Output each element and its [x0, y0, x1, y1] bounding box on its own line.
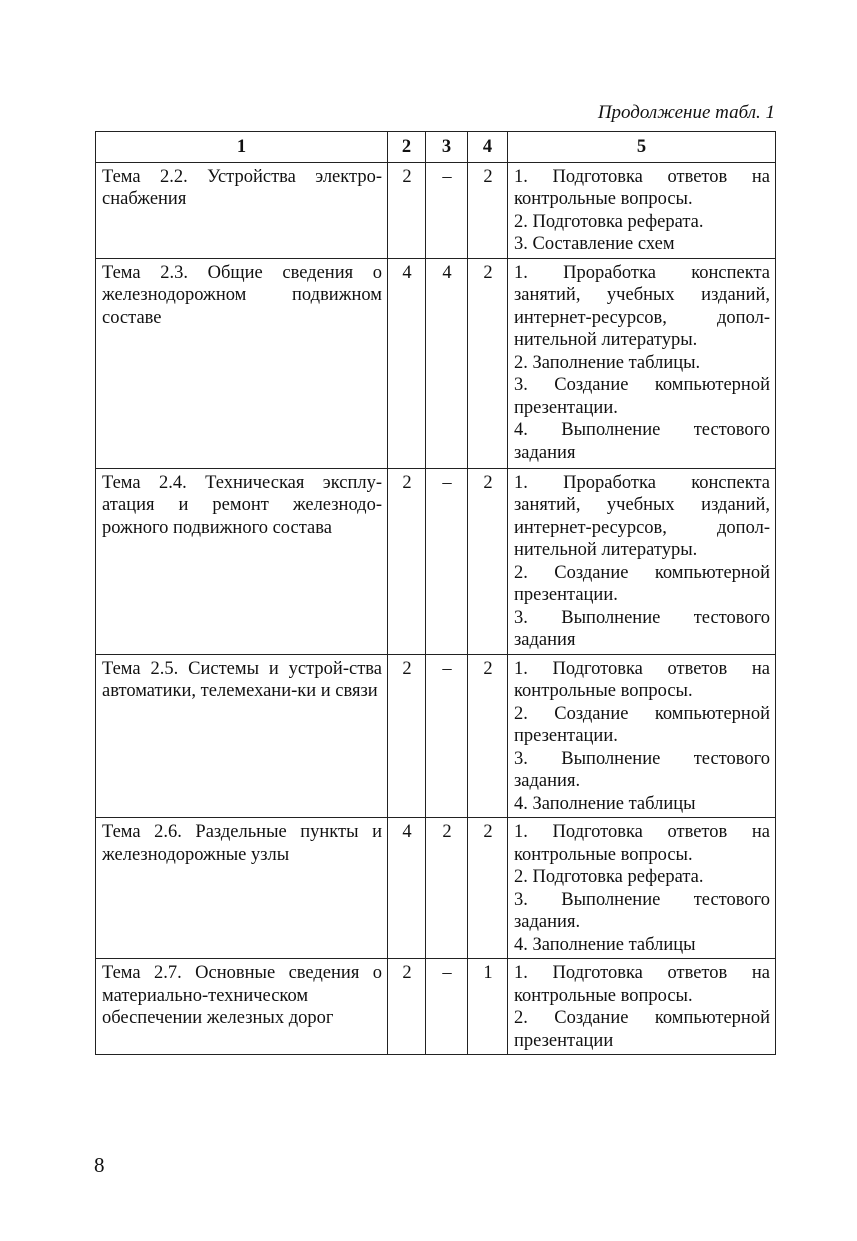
topic-cell: Тема 2.6. Раздельные пункты и железнодорожные узлы: [96, 818, 388, 959]
table-row: [96, 654, 776, 818]
topic-cell: Тема 2.5. Системы и устрой-ства автоматики, телемехани-ки и связи: [96, 654, 388, 818]
task-item: 1. Подготовка ответов на контрольные вопросы.: [514, 166, 770, 209]
table-row: [96, 258, 776, 468]
tasks-cell: [508, 162, 776, 258]
col3-cell: 2: [426, 818, 468, 959]
header-cell-1: 1: [96, 132, 388, 163]
table-row: [96, 468, 776, 654]
header-cell-4: 4: [468, 132, 508, 163]
task-item: 1. Подготовка ответов на контрольные вопросы.: [514, 963, 770, 1006]
header-cell-5: 5: [508, 132, 776, 163]
col4-cell: 2: [468, 468, 508, 654]
col3-cell: 4: [426, 258, 468, 468]
table-row: [96, 818, 776, 959]
tasks-cell: [508, 258, 776, 468]
page-number: 8: [94, 1153, 105, 1177]
topics-table: [95, 131, 776, 1055]
col2-cell: 4: [388, 258, 426, 468]
task-item: 4. Заполнение таблицы: [514, 793, 696, 814]
topic-cell: Тема 2.3. Общие сведения о железнодорожном подвижном составе: [96, 258, 388, 468]
col2-cell: 2: [388, 959, 426, 1055]
table-caption: Продолжение табл. 1: [597, 102, 775, 123]
task-item: 1. Проработка конспекта занятий, учебных изданий, интернет-ресурсов, допол-нительной литературы.: [514, 262, 770, 350]
col2-cell: 2: [388, 162, 426, 258]
table-row: [96, 959, 776, 1055]
col4-cell: 1: [468, 959, 508, 1055]
task-item: 1. Подготовка ответов на контрольные вопросы.: [514, 658, 770, 701]
col3-cell: –: [426, 162, 468, 258]
task-item: 3. Выполнение тестового задания: [514, 607, 770, 650]
tasks-cell: [508, 959, 776, 1055]
task-item: 3. Выполнение тестового задания.: [514, 748, 770, 791]
tasks-cell: [508, 654, 776, 818]
col3-cell: –: [426, 959, 468, 1055]
task-item: 2. Создание компьютерной презентации.: [514, 703, 770, 746]
col4-cell: 2: [468, 818, 508, 959]
col4-cell: 2: [468, 258, 508, 468]
task-item: 1. Проработка конспекта занятий, учебных изданий, интернет-ресурсов, допол-нительной литературы.: [514, 472, 770, 560]
tasks-cell: [508, 818, 776, 959]
table-row: [96, 162, 776, 258]
topic-cell: Тема 2.2. Устройства электро-снабжения: [96, 162, 388, 258]
col3-cell: –: [426, 468, 468, 654]
task-item: 2. Заполнение таблицы.: [514, 352, 701, 373]
task-item: 4. Заполнение таблицы: [514, 934, 696, 955]
task-item: 3. Выполнение тестового задания.: [514, 889, 770, 932]
task-item: 3. Создание компьютерной презентации.: [514, 375, 770, 418]
task-item: 2. Подготовка реферата.: [514, 211, 704, 232]
task-item: 3. Составление схем: [514, 234, 675, 254]
topic-cell: Тема 2.4. Техническая эксплу-атация и ремонт железнодо-рожного подвижного состава: [96, 468, 388, 654]
task-item: 2. Подготовка реферата.: [514, 867, 704, 887]
task-item: 2. Создание компьютерной презентации.: [514, 562, 770, 605]
task-item: 4. Выполнение тестового задания: [514, 420, 770, 463]
col2-cell: 4: [388, 818, 426, 959]
header-cell-2: 2: [388, 132, 426, 163]
col2-cell: 2: [388, 654, 426, 818]
col4-cell: 2: [468, 162, 508, 258]
col3-cell: –: [426, 654, 468, 818]
task-item: 2. Создание компьютерной презентации: [514, 1008, 770, 1051]
col4-cell: 2: [468, 654, 508, 818]
header-cell-3: 3: [426, 132, 468, 163]
col2-cell: 2: [388, 468, 426, 654]
task-item: 1. Подготовка ответов на контрольные вопросы.: [514, 822, 770, 865]
tasks-cell: [508, 468, 776, 654]
table-header-row: [96, 132, 776, 163]
topic-cell: Тема 2.7. Основные сведения о материально-техническом обеспечении железных дорог: [96, 959, 388, 1055]
